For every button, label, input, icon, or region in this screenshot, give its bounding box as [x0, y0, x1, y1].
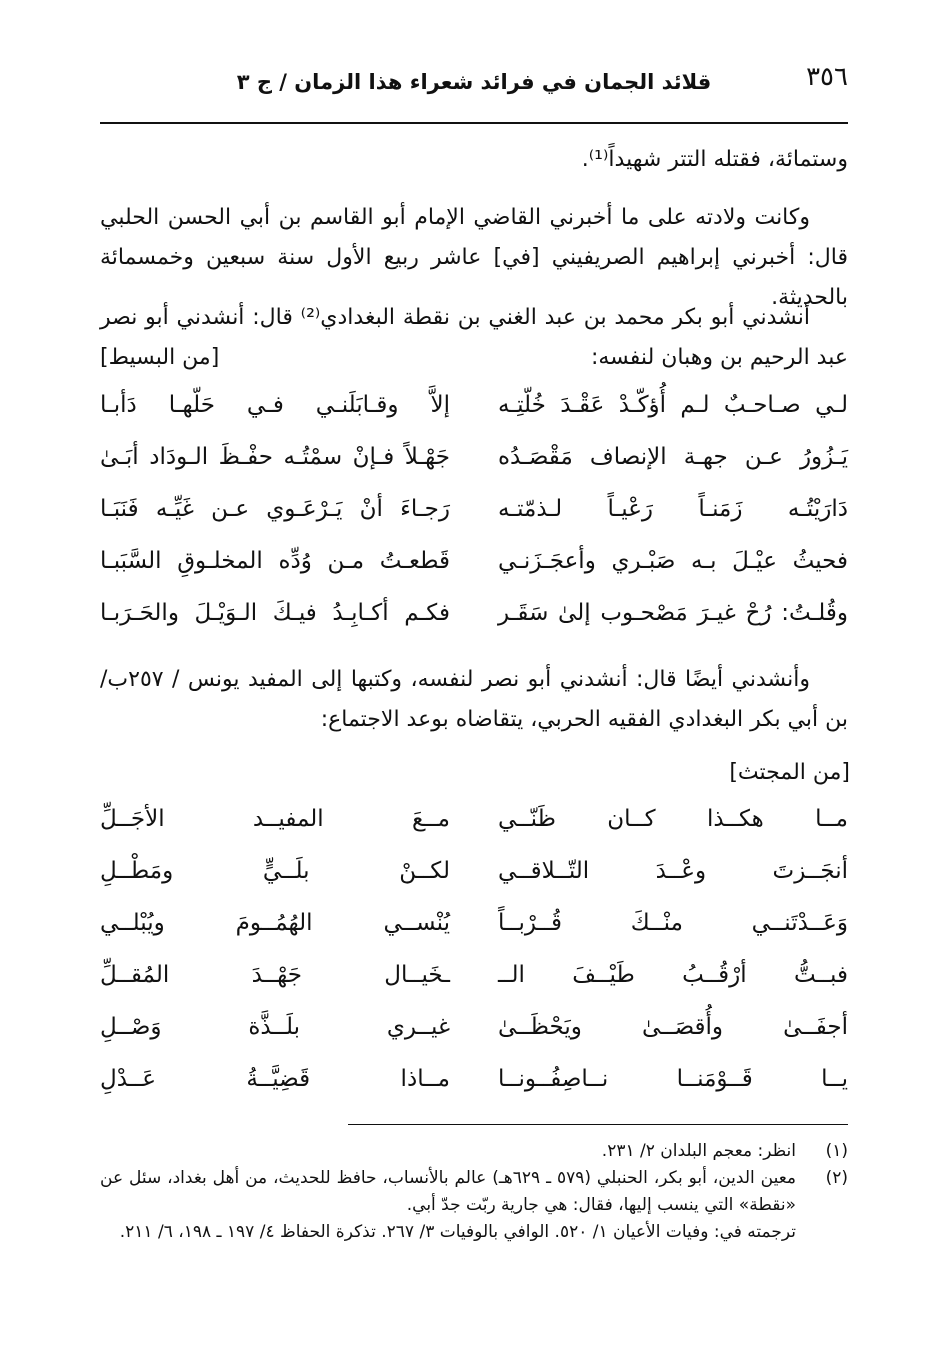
verse: [100, 910, 848, 962]
hemistich-second: رَجـاءَ أنْ يَـرْعَـوي عـن غَيِّـه فَنَبَـا: [100, 496, 450, 522]
meter-label-basit: [من البسيط]: [100, 345, 220, 370]
paragraph-2: وكانت ولادته على ما أخبرني القاضي الإمام أبو القاسم بن أبي الحسن الحلبي قال: أخبرني إبراهيم الصريفيني [في] عاشر ربيع الأول سنة سبعين وخمسمائة بالحديثة.: [100, 205, 848, 310]
footnote-number: (٢): [825, 1168, 848, 1188]
footnotes: [100, 1138, 848, 1246]
footnote: [100, 1165, 848, 1219]
hemistich-first: يــا قَــوْمَنــا نــاصِفُــونــا: [498, 1066, 848, 1092]
footnote-rule: [348, 1124, 848, 1125]
footnote: [100, 1138, 848, 1165]
hemistich-second: إلاَّ وقـابَلَنـي فـي حَلّهـا دَأبـا: [100, 392, 450, 418]
verse: [100, 962, 848, 1014]
verse: [100, 1066, 848, 1118]
hemistich-second: ـخَيــال جَهْــدَ المُقــلِّ: [100, 962, 450, 988]
hemistich-first: وَعَــدْتَنــي منْــكَ قُــرْبــاً: [498, 910, 848, 936]
footnote-text: انظر: معجم البلدان ٢/ ٢٣١.: [601, 1141, 796, 1161]
verse: [100, 444, 848, 496]
verse: [100, 600, 848, 652]
hemistich-second: قَطعـتُ مـن وُدِّه المخلـوقِ السَّبَبـا: [100, 548, 450, 574]
header-rule: [100, 122, 848, 124]
hemistich-second: غيــري بلَــذَّة وَصْــلِ: [100, 1014, 450, 1040]
hemistich-first: فحيثُ عيْـلَ بـه صَبْـري وأعجَـزَنـي: [498, 548, 848, 574]
page-number: ٣٥٦: [806, 62, 848, 92]
hemistich-second: يُنْســي الهُمُــومَ ويُبْلــي: [100, 910, 450, 936]
hemistich-first: دَارَيْتُـه زَمَنـاً رَعْيـاً لـذمّتـه: [498, 496, 848, 522]
hemistich-second: لكــنْ بلَــيٍّ ومَطْــلِ: [100, 858, 450, 884]
paragraph-1: وستمائة، فقتله التتر شهيداً⁽¹⁾.: [581, 147, 848, 172]
hemistich-first: أجفَــىٰ وأُقصَــىٰ ويَحْظَــىٰ: [498, 1014, 848, 1040]
running-title: قلائد الجمان في فرائد شعراء هذا الزمان / ج ٣: [236, 70, 712, 94]
poem-1: [100, 392, 848, 652]
footnote-number: (١): [825, 1141, 848, 1161]
hemistich-first: لـي صـاحـبٌ لـم أُؤكّـدْ عَقْـدَ خُلّتِـه: [498, 392, 848, 418]
verse: [100, 496, 848, 548]
paragraph-4: وأنشدني أيضًا قال: أنشدني أبو نصر لنفسه، وكتبها إلى المفيد يونس / ٢٥٧ب/ بن أبي بكر البغدادي الفقيه الحربي، يتقاضاه بوعد الاجتماع:: [100, 667, 848, 732]
hemistich-second: فكـم أكـابِـدُ فيـكَ الـوَيْـلَ والحَـرَبـا: [100, 600, 450, 626]
hemistich-first: وقُلـتُ: رُحْ غيـرَ مَصْحـوب إلىٰ سَقَـر: [498, 600, 848, 626]
hemistich-first: مــا هكــذا كــان ظَنّــي: [498, 806, 848, 832]
footnote-continuation: ترجمته في: وفيات الأعيان ١/ ٥٢٠. الوافي بالوفيات ٣/ ٢٦٧. تذكرة الحفاظ ٤/ ١٩٧ ـ ١٩٨، ٦/ ٢١١.: [119, 1222, 796, 1242]
hemistich-first: أنجَــزتَ وعْــدَ التّــلاقــي: [498, 858, 848, 884]
hemistich-first: يَـزُورُ عـن جهـة الإنصاف مَقْصَـدُه: [498, 444, 848, 470]
verse: [100, 1014, 848, 1066]
paragraph-3-text: أنشدني أبو بكر محمد بن عبد الغني بن نقطة البغدادي⁽²⁾ قال: أنشدني أبو نصر عبد الرحيم بن وهبان لنفسه:: [100, 305, 848, 370]
footnote-text: معين الدين، أبو بكر، الحنبلي (٥٧٩ ـ ٦٢٩هـ) عالم بالأنساب، حافظ للحديث، من أهل بغداد، سئل عن «نقطة» التي ينسب إليها، فقال: هي جارية ربّت جدّ أبي.: [100, 1168, 797, 1215]
hemistich-second: مــعَ المفيــد الأجَــلِّ: [100, 806, 450, 832]
hemistich-second: مــاذا قَضِيَّــةُ عَــدْلِ: [100, 1066, 450, 1092]
verse: [100, 392, 848, 444]
meter-label-mujtath: [من المجتث]: [729, 760, 850, 785]
verse: [100, 548, 848, 600]
hemistich-first: فبــتُّ أرْقُــبُ طَيْــفَ الــ: [498, 962, 848, 988]
poem-2: [100, 806, 848, 1118]
hemistich-second: جَهْـلاً فـإنْ سمْتُـه حفْـظَ الـودَاد أبَـىٰ: [100, 444, 450, 470]
page-header: [100, 60, 848, 108]
verse: [100, 806, 848, 858]
verse: [100, 858, 848, 910]
